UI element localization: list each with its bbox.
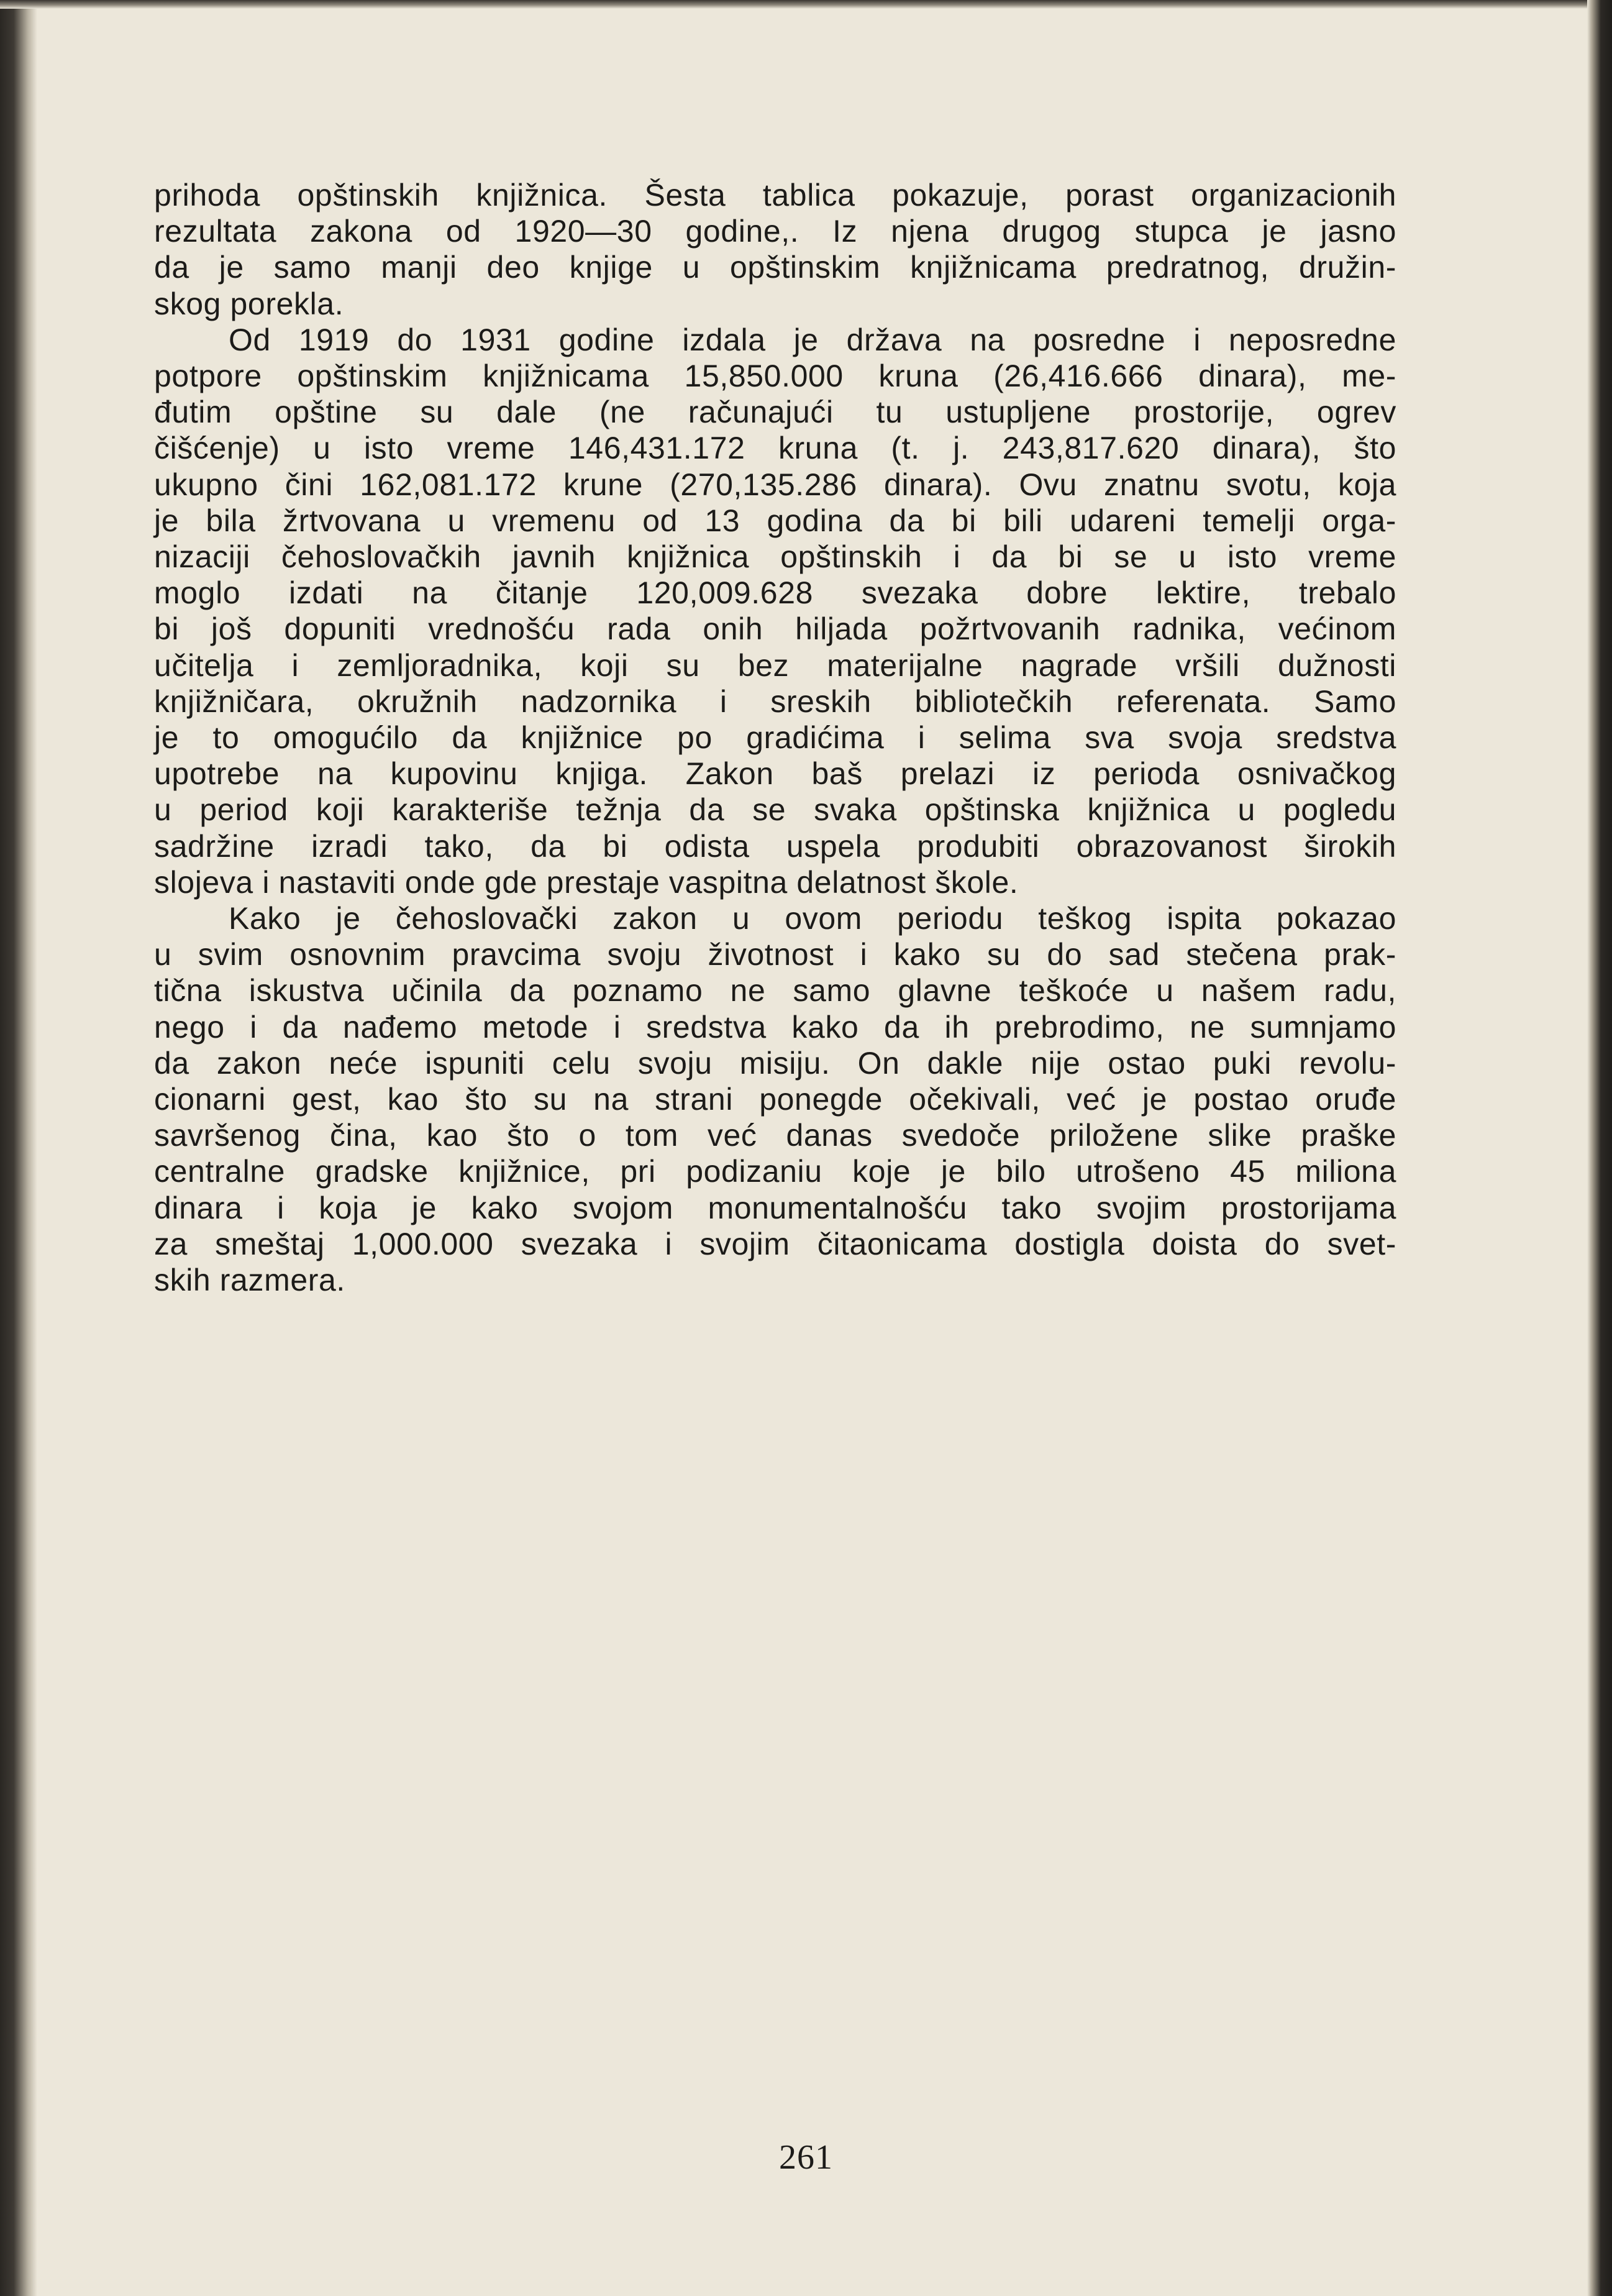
text-line: Kako je čehoslovački zakon u ovom periodu teškog ispita pokazao [229,901,1396,936]
text-line: u period koji karakteriše težnja da se svaka opštinska knjižnica u pogledu [154,792,1396,828]
text-line: nizaciji čehoslovačkih javnih knjižnica opštinskih i da bi se u isto vreme [154,539,1396,575]
top-edge-shadow [0,0,1612,9]
text-line: centralne gradske knjižnice, pri podizaniu koje je bilo utrošeno 45 miliona [154,1154,1396,1189]
text-line: prihoda opštinskih knjižnica. Šesta tablica pokazuje, porast organizacionih [154,178,1396,213]
text-line: tična iskustva učinila da poznamo ne samo glavne teškoće u našem radu, [154,973,1396,1009]
body-text [154,177,1396,1298]
text-line: knjižničara, okružnih nadzornika i sreskih bibliotečkih referenata. Samo [154,684,1396,719]
text-line: da zakon neće ispuniti celu svoju misiju. On dakle nije ostao puki revolu- [154,1045,1396,1081]
text-line: cionarni gest, kao što su na strani ponegde očekivali, već je postao oruđe [154,1082,1396,1117]
text-line: skih razmera. [154,1263,345,1298]
text-line: upotrebe na kupovinu knjiga. Zakon baš prelazi iz perioda osnivačkog [154,756,1396,792]
text-line: potpore opštinskim knjižnicama 15,850.000 kruna (26,416.666 dinara), me- [154,359,1396,394]
binding-shadow [0,0,37,2296]
text-line: za smeštaj 1,000.000 svezaka i svojim čitaonicama dostigla doista do svet- [154,1226,1396,1261]
text-line: sadržine izradi tako, da bi odista uspela produbiti obrazovanost širokih [154,828,1396,864]
text-line: moglo izdati na čitanje 120,009.628 svezaka dobre lektire, trebalo [154,575,1396,611]
text-line: u svim osnovnim pravcima svoju životnost i kako su do sad stečena prak- [154,937,1396,972]
text-line: čišćenje) u isto vreme 146,431.172 kruna (t. j. 243,817.620 dinara), što [154,431,1396,466]
text-line: skog porekla. [154,286,344,321]
text-line: dinara i koja je kako svojom monumentalnošću tako svojim prostorijama [154,1190,1396,1225]
text-line: ukupno čini 162,081.172 krune (270,135.286 dinara). Ovu znatnu svotu, koja [154,467,1396,502]
text-line: učitelja i zemljoradnika, koji su bez materijalne nagrade vršili dužnosti [154,647,1396,683]
page-number: 261 [779,2138,833,2177]
right-edge-shadow [1587,0,1612,2296]
text-line: rezultata zakona od 1920—30 godine,. Iz njena drugog stupca je jasno [154,214,1396,249]
text-line: Od 1919 do 1931 godine izdala je država na posredne i neposredne [229,322,1396,357]
text-line: đutim opštine su dale (ne računajući tu ustupljene prostorije, ogrev [154,395,1396,430]
text-line: je bila žrtvovana u vremenu od 13 godina da bi bili udareni temelji orga- [154,503,1396,538]
text-line: slojeva i nastaviti onde gde prestaje vaspitna delatnost škole. [154,864,1019,900]
text-line: savršenog čina, kao što o tom već danas svedoče priložene slike praške [154,1118,1396,1153]
text-line: da je samo manji deo knjige u opštinskim knjižnicama predratnog, družin- [154,250,1396,285]
text-line: bi još dopuniti vrednošću rada onih hiljada požrtvovanih radnika, većinom [154,611,1396,647]
text-line: nego i da nađemo metode i sredstva kako da ih prebrodimo, ne sumnjamo [154,1009,1396,1045]
text-line: je to omogućilo da knjižnice po gradićima i selima sva svoja sredstva [154,720,1396,756]
